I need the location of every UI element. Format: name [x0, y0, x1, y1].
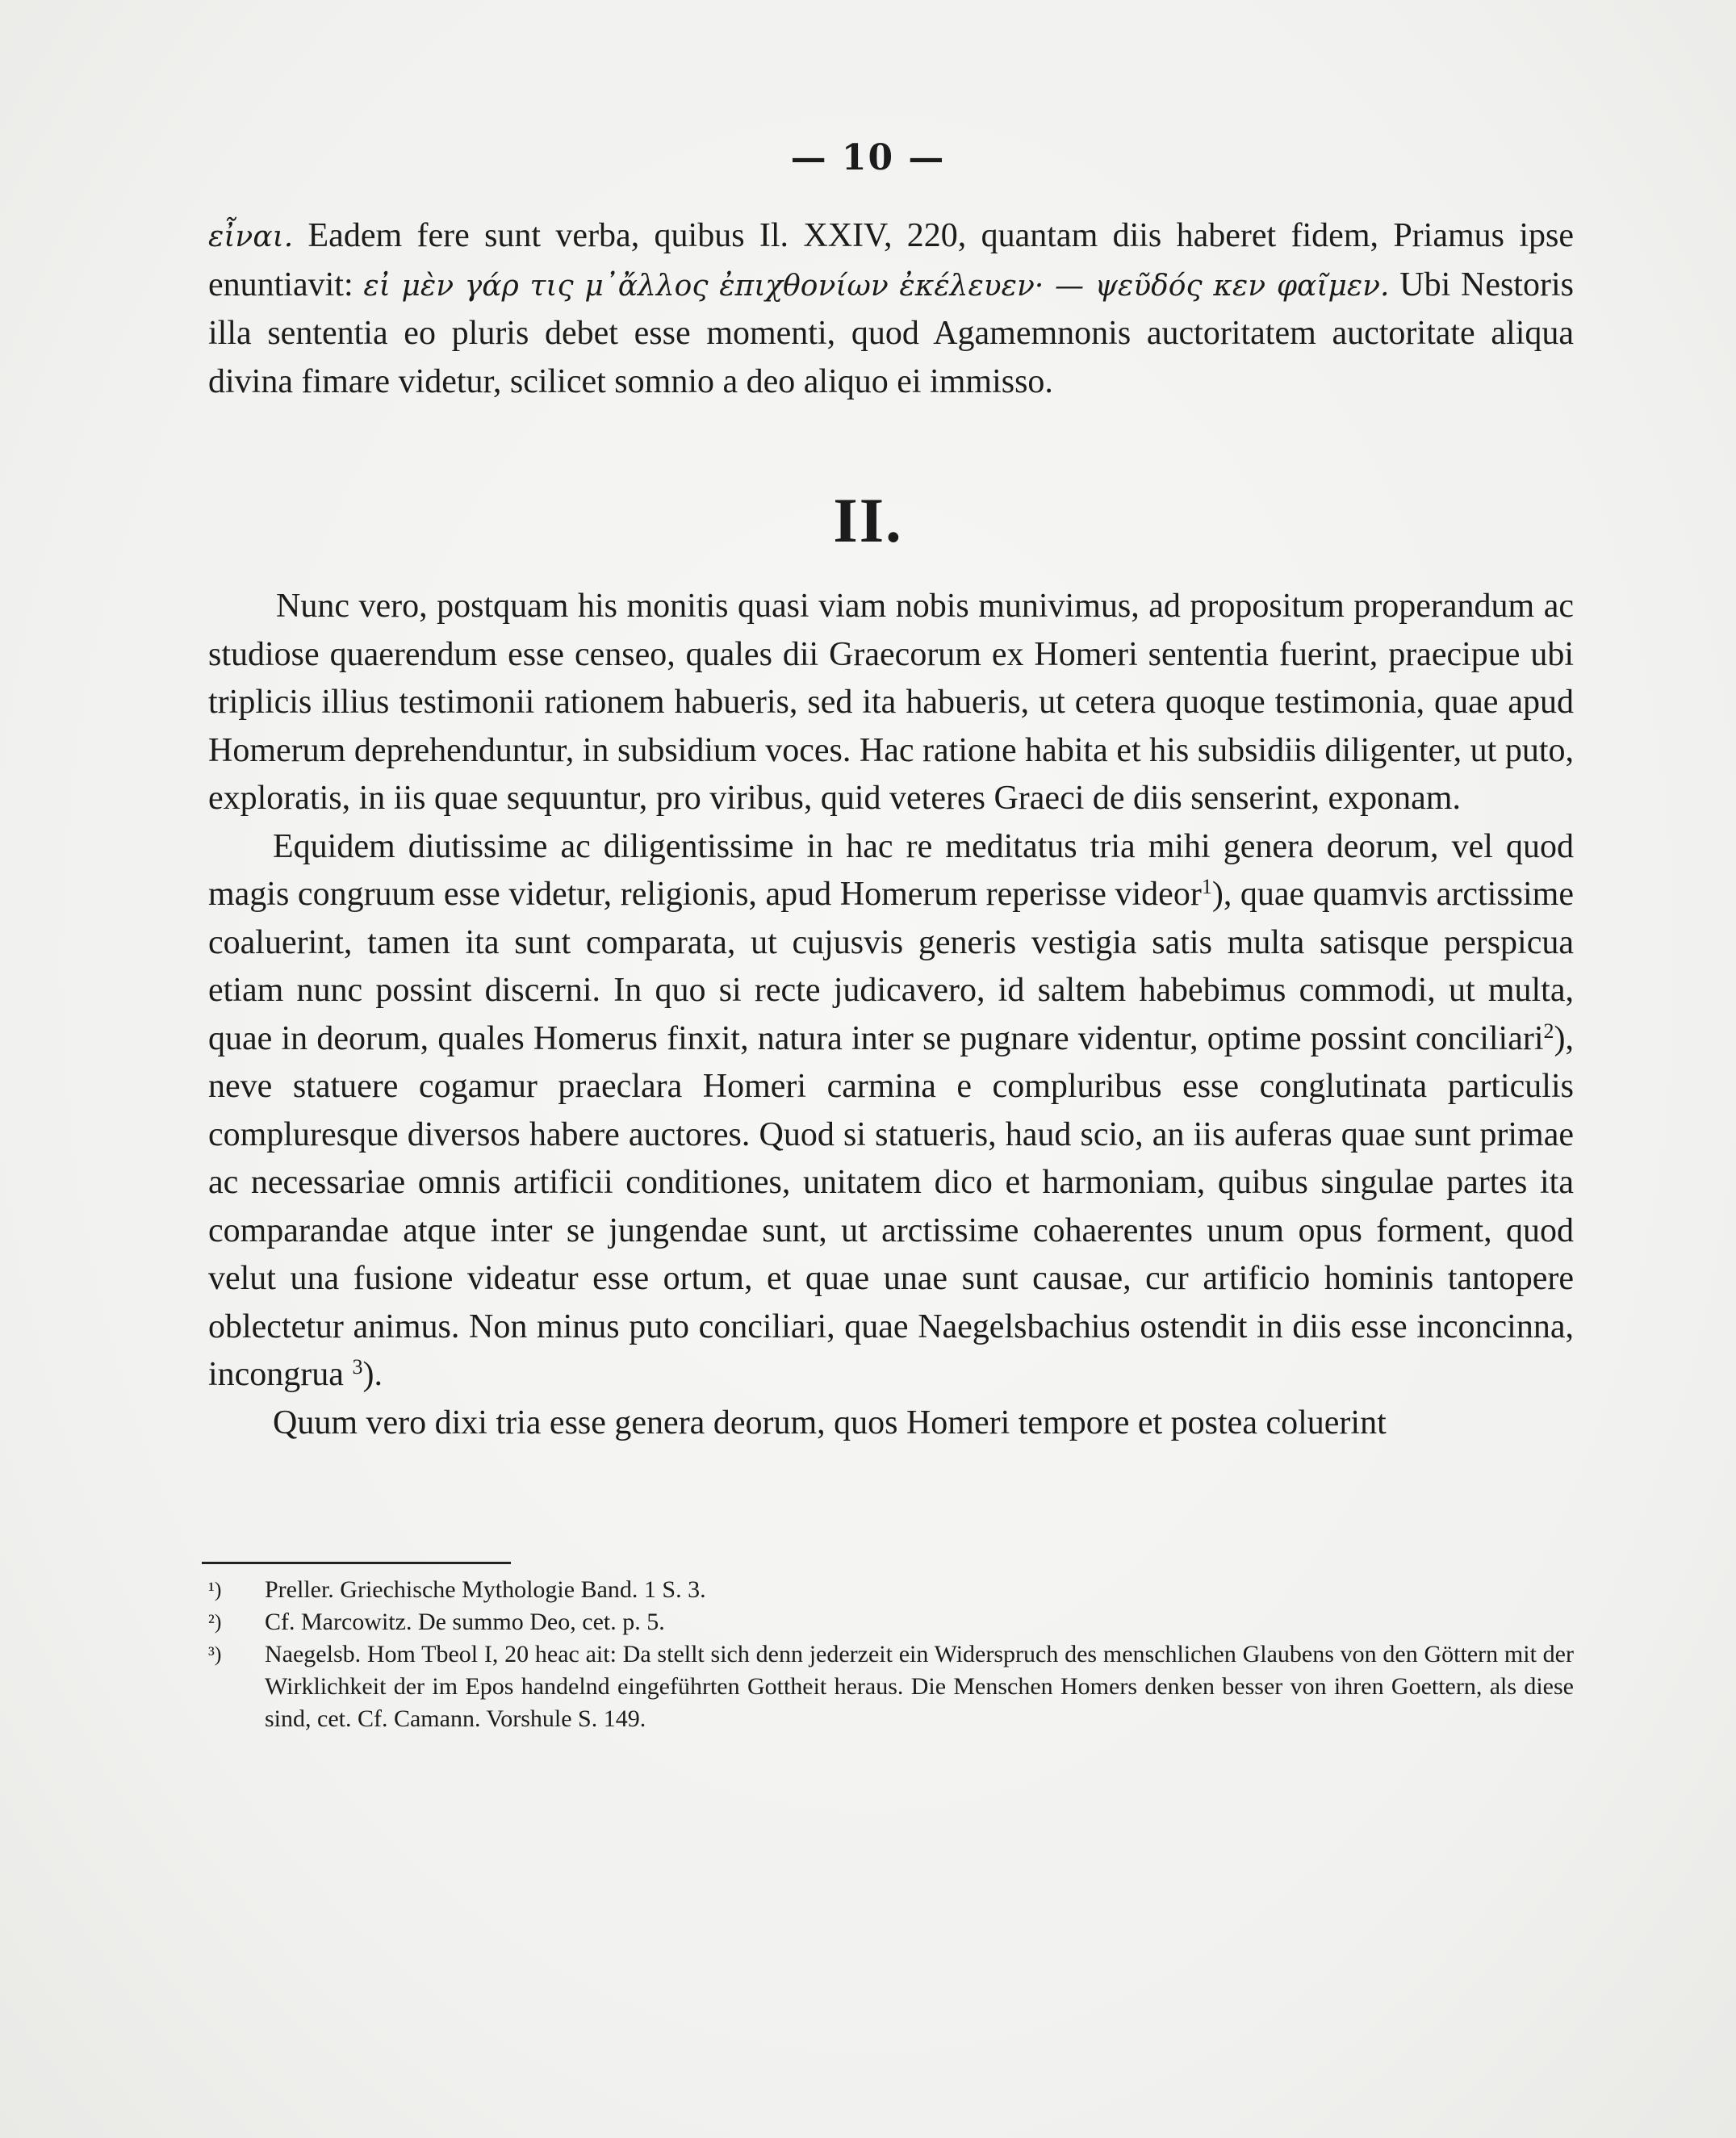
footnote-text: Preller. Griechische Mythologie Band. 1 S. 3.: [265, 1576, 706, 1603]
paragraph-2-part-a: Equidem diutissime ac diligentissime in hac re meditatus tria mihi genera deorum, vel quod magis congruum esse videtur, religionis, apud Homerum reperisse videor: [208, 827, 1574, 913]
paragraph-2: [208, 823, 1574, 1400]
footnote-ref-3[interactable]: 3: [352, 1355, 363, 1379]
main-text: [208, 583, 1574, 1447]
footnote-mark: ²): [208, 1610, 222, 1634]
footnote-ref-2[interactable]: 2: [1543, 1019, 1554, 1043]
footnote-1: [208, 1574, 1574, 1606]
footnote-2: [208, 1606, 1574, 1638]
paragraph-1: Nunc vero, postquam his monitis quasi viam nobis munivimus, ad propositum properandum ac studiose quaerendum esse censeo, quales dii Graecorum ex Homeri sententia fuerint, praecipue ubi triplicis illius testimonii rationem habueris, sed ita habueris, ut cetera quoque testimonia, quae apud Homerum deprehenduntur, in subsidium voces. Hac ratione habita et his subsidiis diligenter, ut puto, exploratis, in iis quae sequuntur, pro viribus, quid veteres Graeci de diis senserint, exponam.: [208, 588, 1574, 817]
paragraph-2-part-c: ), neve statuere cogamur praeclara Homeri carmina e compluribus esse conglutinata particulis compluresque diversos habere auctores. Quod si statueris, haud scio, an iis auferas quae sunt primae ac necessariae omnis artificii conditiones, unitatem dico et harmoniam, quibus singulae partes ita comparandae atque inter se jungendae sunt, ut arctissime cohaerentes unum opus forment, quod velut una fusione videatur esse ortum, et quae unae sunt causae, cur artificio hominis tantopere oblectetur animus. Non minus puto conciliari, quae Naegelsbachius ostendit in diis esse inconcinna, incongrua: [208, 1019, 1574, 1393]
greek-quote: εἰ μὲν γάρ τις μ᾽ἄλλος ἐπιχθονίων ἐκέλευεν· — ψεῦδός κεν φαῖμεν.: [363, 269, 1390, 303]
paragraph-2-part-d: ).: [362, 1356, 383, 1393]
page-number: — 10 —: [790, 137, 946, 178]
intro-text: [208, 212, 1574, 406]
footnote-ref-1[interactable]: 1: [1201, 875, 1212, 898]
footnote-text: Cf. Marcowitz. De summo Deo, cet. p. 5.: [265, 1609, 665, 1635]
intro-text-2: Ubi Nestoris illa sententia eo pluris debet esse momenti, quod Agamemnonis auctoritatem auctoritate aliqua divina fimare videtur, scilicet somnio a deo aliquo ei immisso.: [208, 266, 1574, 400]
footnote-divider: [202, 1562, 511, 1564]
footnotes: [208, 1574, 1574, 1735]
intro-text-1: Eadem fere sunt verba, quibus Il. XXIV, 220, quantam diis haberet fidem, Priamus ipse enuntiavit:: [208, 217, 1574, 303]
paragraph-3: Quum vero dixi tria esse genera deorum, quos Homeri tempore et postea coluerint: [273, 1404, 1387, 1441]
footnote-mark: ¹): [208, 1578, 222, 1601]
footnote-text: Naegelsb. Hom Tbeol I, 20 heac ait: Da stellt sich denn jederzeit ein Widerspruch des menschlichen Glaubens von den Göttern mit der Wirklichkeit der im Epos handelnd eingeführten Gottheit heraus. Die Menschen Homers denken besser von ihren Goettern, als diese sind, cet. Cf. Camann. Vorshule S. 149.: [265, 1641, 1574, 1732]
footnote-3: [208, 1638, 1574, 1735]
intro-paragraph: [208, 212, 1574, 406]
footnote-mark: ³): [208, 1642, 222, 1666]
greek-word: εἶναι.: [208, 220, 294, 253]
paragraph-2-part-b: ), quae quamvis arctissime coaluerint, tamen ita sunt comparata, ut cujusvis generis vestigia satis multa satisque perspicua etiam nunc possint discerni. In quo si recte judicavero, id saltem habebimus commodi, ut multa, quae in deorum, quales Homerus finxit, natura inter se pugnare videntur, optime possint conciliari: [208, 876, 1574, 1057]
section-heading: II.: [833, 485, 903, 555]
